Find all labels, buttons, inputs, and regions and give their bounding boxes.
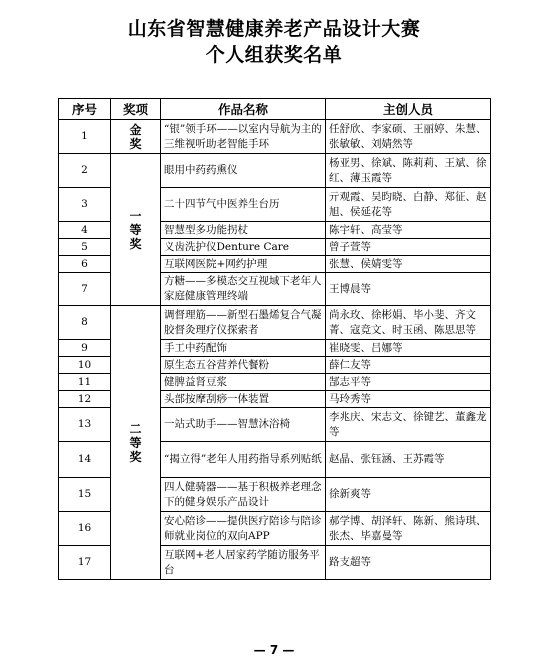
work-name: 互联网医院+网约护理 [161,256,326,273]
document-subtitle: 个人组获奖名单 [205,44,343,66]
table-row [59,154,491,188]
row-no: 10 [59,357,111,374]
creators: 王博晨等 [326,273,491,306]
creators: 曾子萱等 [326,239,491,256]
row-no: 7 [59,273,111,306]
work-name: 手工中药配饰 [161,340,326,357]
row-no: 16 [59,512,111,546]
creators: 崔晓雯、吕娜等 [326,340,491,357]
work-name: 健脾益肾豆浆 [161,374,326,391]
prize-second-cell [111,306,161,580]
row-no: 13 [59,408,111,442]
page-number: — 7 — [253,643,295,657]
creators: 李兆庆、宋志文、徐键艺、董鑫龙等 [326,408,491,442]
work-name: 义齿洗护仪Denture Care [161,239,326,256]
work-name: 二十四节气中医养生台历 [161,188,326,222]
header-work: 作品名称 [161,99,326,120]
prize-gold-cell [111,120,161,154]
work-name: 互联网+老人居家药学随访服务平台 [161,546,326,580]
work-name: 智慧型多功能拐杖 [161,222,326,239]
creators: 徐新爽等 [326,478,491,512]
row-no: 4 [59,222,111,239]
creators: 郝学博、胡泽轩、陈新、熊诗琪、张杰、毕嘉曼等 [326,512,491,546]
row-no: 15 [59,478,111,512]
row-no: 1 [59,120,111,154]
creators: 任舒欣、李家硕、王丽婷、朱慧、张敏敏、刘婧然等 [326,120,491,154]
header-no: 序号 [59,99,111,120]
work-name: 四人健骑器——基于积极养老理念下的健身娱乐产品设计 [161,478,326,512]
prize-char: 奖 [129,136,142,151]
document-title: 山东省智慧健康养老产品设计大赛 [127,18,421,40]
prize-char: 等 [129,222,142,237]
prize-char: 奖 [129,449,142,464]
prize-char: 等 [129,435,142,450]
creators: 郜志平等 [326,374,491,391]
creators: 张慧、侯婧雯等 [326,256,491,273]
work-name: “揭立得”老年人用药指导系列贴纸 [161,442,326,478]
work-name: 调督理筋——新型石墨烯复合气凝胶督灸理疗仪探索者 [161,306,326,340]
table-row [59,120,491,154]
row-no: 3 [59,188,111,222]
creators: 杨亚男、徐斌、陈莉莉、王斌、徐红、薄玉霞等 [326,154,491,188]
creators: 路支超等 [326,546,491,580]
table-row [59,306,491,340]
prize-char: 奖 [129,236,142,251]
row-no: 11 [59,374,111,391]
prize-char: 一 [129,208,142,223]
row-no: 6 [59,256,111,273]
row-no: 5 [59,239,111,256]
work-name: 眼用中药药熏仪 [161,154,326,188]
prize-char: 二 [129,421,142,436]
prize-second [111,422,160,464]
work-name: 方糖——多模态交互视域下老年人家庭健康管理终端 [161,273,326,306]
creators: 亓观霞、吴昀晓、白静、郑征、赵旭、侯延花等 [326,188,491,222]
row-no: 2 [59,154,111,188]
row-no: 14 [59,442,111,478]
work-name: 头部按摩刮痧一体装置 [161,391,326,408]
row-no: 12 [59,391,111,408]
work-name: “银”领手环——以室内导航为主的三维视听助老智能手环 [161,120,326,154]
work-name: 安心陪诊——提供医疗陪诊与陪诊师就业岗位的双向APP [161,512,326,546]
prize-first [111,209,160,251]
row-no: 17 [59,546,111,580]
prize-first-cell [111,154,161,306]
awards-table [58,98,491,580]
creators: 陈宇轩、高莹等 [326,222,491,239]
creators: 尚永玫、徐彬娟、毕小斐、齐文菁、寇竞文、时玉函、陈思思等 [326,306,491,340]
row-no: 9 [59,340,111,357]
creators: 薛仁友等 [326,357,491,374]
header-prize: 奖项 [111,99,161,120]
creators: 赵晶、张钰涵、王苏霞等 [326,442,491,478]
creators: 马玲秀等 [326,391,491,408]
prize-char: 金 [129,122,142,137]
header-people: 主创人员 [326,99,491,120]
work-name: 原生态五谷营养代餐粉 [161,357,326,374]
table-header-row [59,99,491,120]
work-name: 一站式助手——智慧沐浴椅 [161,408,326,442]
row-no: 8 [59,306,111,340]
prize-gold [111,123,160,151]
